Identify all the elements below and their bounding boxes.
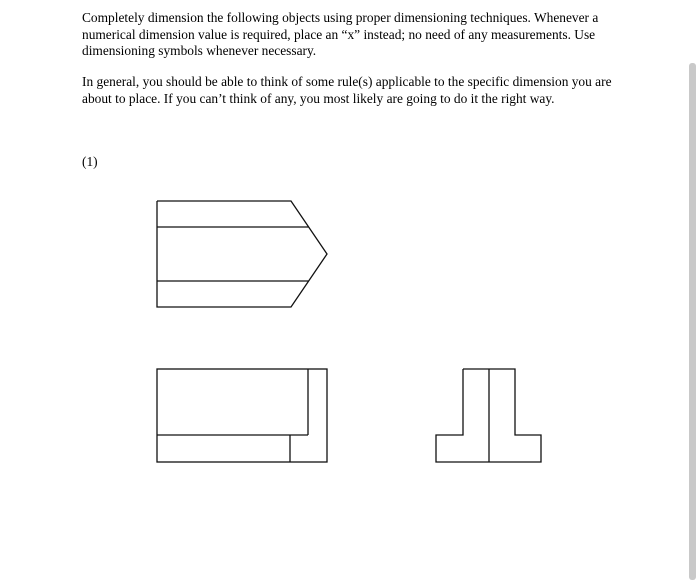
instruction-paragraph-2: In general, you should be able to think of some rule(s) applicable to the specific dimension you are about to place. If you can’t think of any, you most likely are going to do it the right way. xyxy=(82,74,612,106)
side-view xyxy=(436,369,541,462)
front-view xyxy=(157,369,327,462)
top-view-outline xyxy=(157,201,327,307)
front-view-outline xyxy=(157,369,327,462)
scrollbar[interactable] xyxy=(689,63,696,580)
instruction-paragraph-1: Completely dimension the following objects using proper dimensioning techniques. Whenever a numerical dimension value is required, place an “x” instead; no need of any measurements. Use dimensioning symbols whenever necessary. xyxy=(82,10,599,58)
top-view xyxy=(157,201,327,307)
problem-label: (1) xyxy=(82,154,98,169)
